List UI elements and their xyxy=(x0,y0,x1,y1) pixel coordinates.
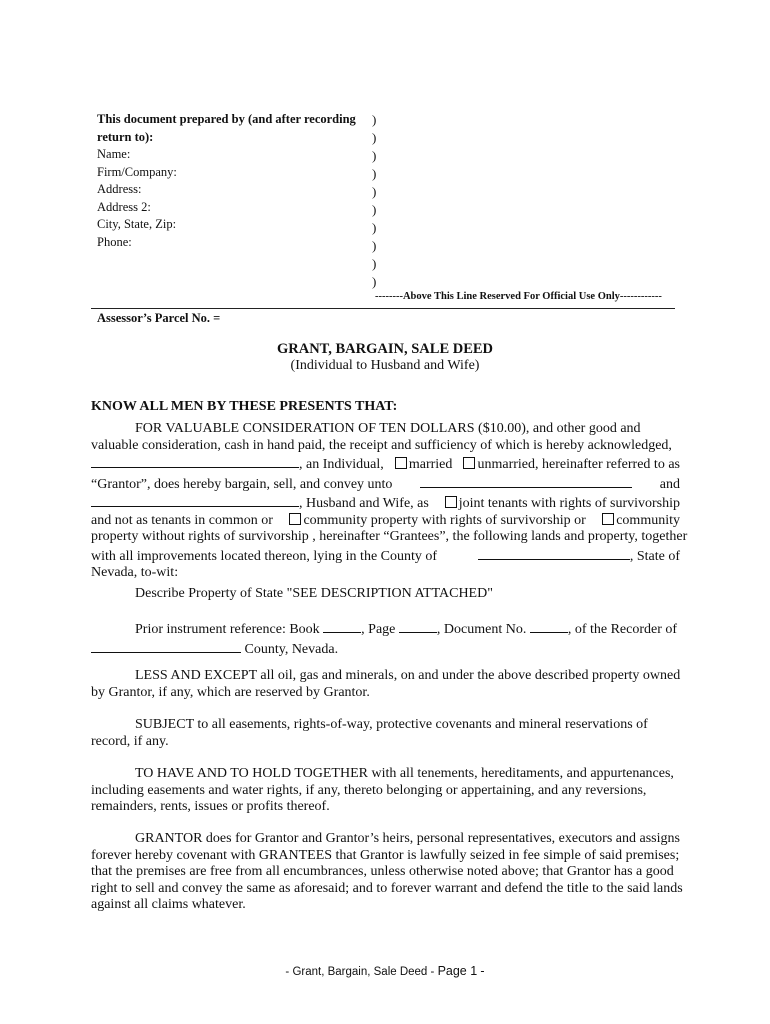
text-line xyxy=(91,717,680,734)
text-line xyxy=(91,513,680,530)
grantee-1-blank[interactable] xyxy=(420,474,632,488)
text: Prior instrument reference: Book xyxy=(135,622,320,637)
page-blank[interactable] xyxy=(399,619,437,633)
text-line xyxy=(91,799,680,816)
text: County, Nevada. xyxy=(244,641,339,657)
paren: ) xyxy=(372,148,377,163)
text: valuable consideration, cash in hand paid, the receipt and sufficiency of which is hereby acknowledged, xyxy=(91,437,672,453)
deed-title: GRANT, BARGAIN, SALE DEED xyxy=(276,341,494,357)
text: unmarried, hereinafter referred to as xyxy=(477,457,680,472)
paren: ) xyxy=(372,184,377,199)
paren: ) xyxy=(372,238,377,253)
county-blank[interactable] xyxy=(478,546,630,560)
prepared-by-block xyxy=(97,111,356,251)
text: , Husband and Wife, as xyxy=(299,496,429,511)
text: and not as tenants in common or xyxy=(91,512,273,528)
footer-dash: - xyxy=(480,964,485,978)
joint-tenants-checkbox[interactable] xyxy=(445,496,457,508)
text-line xyxy=(91,586,680,603)
text: , an Individual, xyxy=(299,457,384,472)
text: Describe Property of State "SEE DESCRIPTION ATTACHED" xyxy=(135,586,493,601)
deed-subtitle: (Individual to Husband and Wife) xyxy=(290,358,480,373)
prepared-by-heading: This document prepared by (and after recording xyxy=(97,112,356,126)
text: GRANTOR does for Grantor and Grantor’s heirs, personal representatives, executors and assigns xyxy=(135,831,680,846)
text: LESS AND EXCEPT all oil, gas and minerals, on and under the above described property owned xyxy=(135,668,681,683)
text: , Document No. xyxy=(436,622,527,637)
page-footer xyxy=(0,964,770,978)
text-line xyxy=(91,493,680,513)
text-line xyxy=(91,565,680,582)
text-line xyxy=(91,880,683,898)
less-except-paragraph xyxy=(91,668,680,701)
text: married xyxy=(408,457,453,472)
prior-instrument-paragraph xyxy=(91,619,680,658)
text: against all claims whatever. xyxy=(91,897,246,912)
subject-paragraph xyxy=(91,717,680,750)
field-phone: Phone: xyxy=(97,234,132,249)
field-name: Name: xyxy=(97,147,131,161)
text-line xyxy=(91,831,680,848)
text-line xyxy=(91,438,680,455)
text-line xyxy=(91,529,688,546)
text-line xyxy=(91,421,680,438)
footer-text: - Grant, Bargain, Sale Deed - xyxy=(285,966,435,978)
to-have-paragraph xyxy=(91,766,680,816)
paren: ) xyxy=(372,130,377,145)
text-line xyxy=(91,783,680,800)
text: TO HAVE AND TO HOLD TOGETHER with all tenements, hereditaments, and appurtenances, xyxy=(135,766,674,781)
text-line xyxy=(91,619,680,639)
text: , Page xyxy=(361,622,396,637)
text-line xyxy=(91,685,680,702)
text-line xyxy=(91,639,680,659)
paren: ) xyxy=(372,256,377,271)
text: “Grantor”, does hereby bargain, sell, and convey unto xyxy=(91,476,393,492)
text-line xyxy=(91,668,680,685)
document-no-blank[interactable] xyxy=(530,619,568,633)
text: right to sell and convey the same as aforesaid; and to forever warrant and defend the title to the said lands xyxy=(91,880,683,896)
married-checkbox[interactable] xyxy=(395,457,407,469)
community-survivorship-checkbox[interactable] xyxy=(289,513,301,525)
text: by Grantor, if any, which are reserved by Grantor. xyxy=(91,684,370,700)
assessor-parcel-no: Assessor’s Parcel No. = xyxy=(97,311,221,325)
text: remainders, rents, issues or profits thereof. xyxy=(91,799,330,814)
field-city-state-zip: City, State, Zip: xyxy=(97,217,177,231)
bracket-column xyxy=(372,111,376,291)
divider xyxy=(91,308,675,309)
text: joint tenants with rights of survivorship xyxy=(458,496,680,511)
official-use-line: --------Above This Line Reserved For Official Use Only------------ xyxy=(375,291,662,302)
prepared-by-heading-cont: return to): xyxy=(97,129,154,144)
know-all-men-heading: KNOW ALL MEN BY THESE PRESENTS THAT: xyxy=(91,399,398,414)
paren: ) xyxy=(372,220,377,235)
text: record, if any. xyxy=(91,733,169,749)
text: SUBJECT to all easements, rights-of-way, protective covenants and mineral reservations of xyxy=(135,717,648,732)
field-address: Address: xyxy=(97,182,142,196)
text: including easements and water rights, if any, thereto belonging or appertaining, and any reversions, xyxy=(91,782,647,798)
text: Nevada, to-wit: xyxy=(91,565,179,580)
text: , of the Recorder of xyxy=(567,622,678,637)
text-line xyxy=(91,454,680,474)
text-line xyxy=(91,864,680,881)
text: FOR VALUABLE CONSIDERATION OF TEN DOLLARS ($10.00), and other good and xyxy=(135,421,641,436)
consideration-paragraph xyxy=(91,421,688,582)
text-line xyxy=(91,848,680,865)
text: and xyxy=(659,476,680,492)
community-property-checkbox[interactable] xyxy=(602,513,614,525)
text: forever hereby covenant with GRANTEES that Grantor is lawfully seized in fee simple of said premises; xyxy=(91,847,680,863)
paren: ) xyxy=(372,202,377,217)
text: community xyxy=(616,512,680,528)
text-line xyxy=(91,734,680,751)
field-firm: Firm/Company: xyxy=(97,164,177,179)
book-blank[interactable] xyxy=(323,619,361,633)
text-line xyxy=(91,897,680,914)
text-line xyxy=(91,766,680,783)
page-number: Page 1 xyxy=(437,964,478,978)
text: with all improvements located thereon, lying in the County of xyxy=(91,548,438,564)
text: , State of xyxy=(629,548,680,564)
paren: ) xyxy=(372,166,377,181)
field-address-2: Address 2: xyxy=(97,199,151,214)
text: community property with rights of survivorship or xyxy=(303,512,586,528)
text: that the premises are free from all encumbrances, unless otherwise noted above; that Grantor has a good xyxy=(91,864,674,879)
text-line xyxy=(91,474,680,494)
unmarried-checkbox[interactable] xyxy=(463,457,475,469)
text-line xyxy=(91,546,680,566)
paren: ) xyxy=(372,274,377,289)
recorder-county-blank[interactable] xyxy=(91,639,241,653)
grantor-name-blank[interactable] xyxy=(91,454,299,468)
describe-property xyxy=(91,586,680,603)
grantee-2-blank[interactable] xyxy=(91,493,299,507)
text: property without rights of survivorship , hereinafter “Grantees”, the following lands and property, together xyxy=(91,529,688,544)
paren: ) xyxy=(372,112,377,127)
grantor-covenant-paragraph xyxy=(91,831,683,914)
